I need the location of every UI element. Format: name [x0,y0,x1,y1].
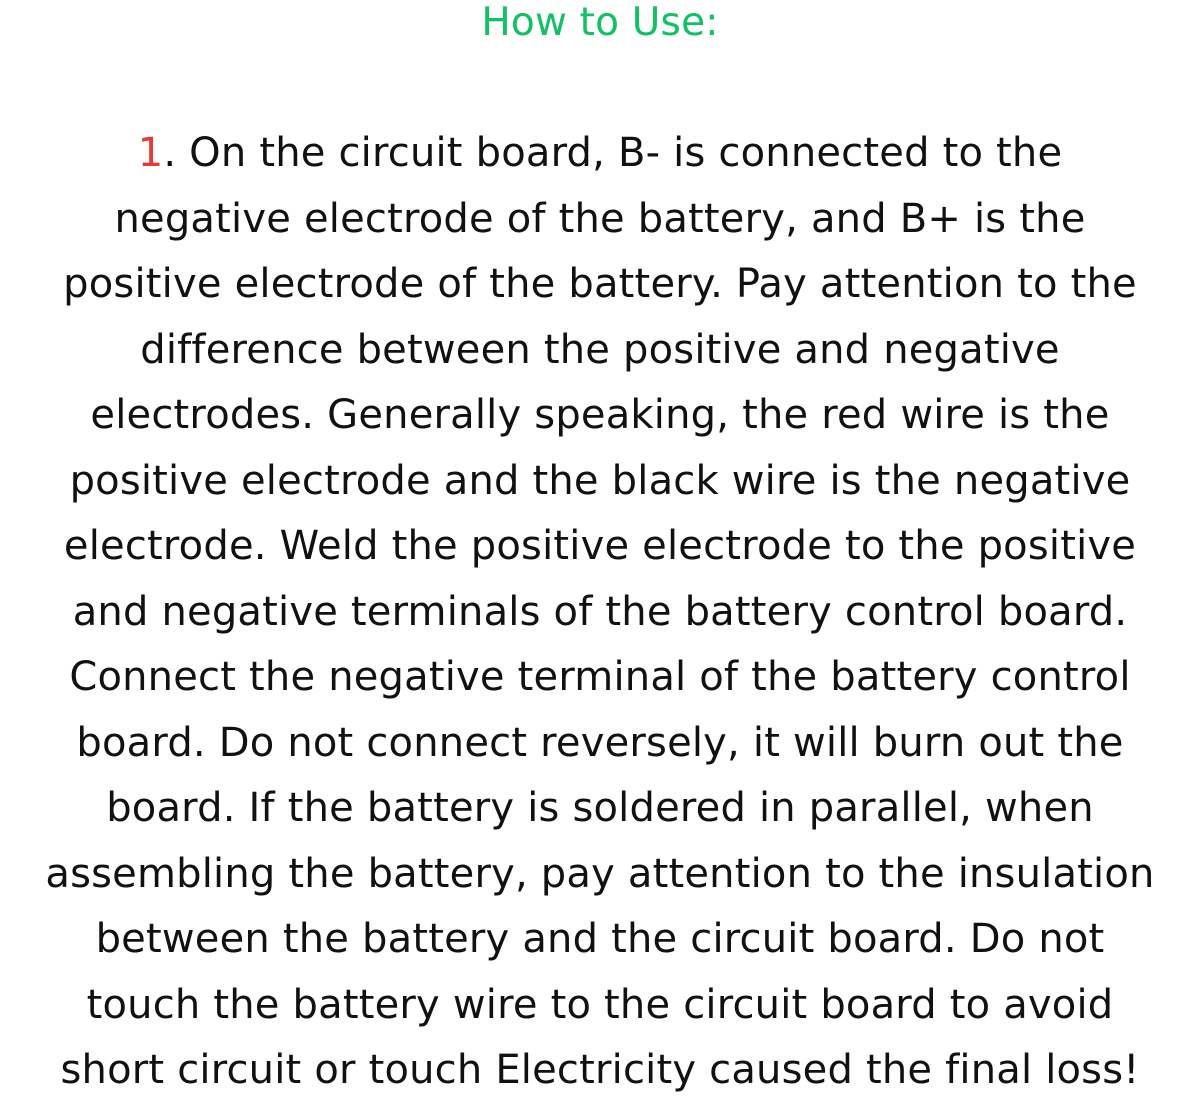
page-title: How to Use: [481,0,719,45]
instruction-line-10: board. Do not connect reversely, it will burn out the [76,719,1124,766]
instruction-step-1 [0,121,1200,1104]
instruction-line-12: assembling the battery, pay attention to the insulation [45,850,1155,897]
step-number: 1 [137,130,164,176]
instruction-line-7: electrode. Weld the positive electrode to the positive [63,523,1137,569]
instruction-line-5: electrodes. Generally speaking, the red wire is the [90,392,1110,438]
instruction-line-9: Connect the negative terminal of the battery control [69,654,1131,700]
instruction-line-1 [4,121,1196,187]
title-spacer [0,46,1200,121]
instruction-line-4: difference between the positive and negative [140,326,1060,373]
instruction-line-3: positive electrode of the battery. Pay attention to the [63,261,1137,307]
instruction-line-8: and negative terminals of the battery control board. [72,588,1128,635]
instruction-line-14: touch the battery wire to the circuit board to avoid [86,981,1114,1028]
instruction-line-6: positive electrode and the black wire is the negative [69,457,1131,504]
instruction-line-text: . On the circuit board, B- is connected to the [163,130,1063,176]
instruction-line-2: negative electrode of the battery, and B+ is the [114,195,1086,242]
instruction-line-15: short circuit or touch Electricity caused the final loss! [60,1047,1140,1093]
instruction-line-11: board. If the battery is soldered in parallel, when [106,785,1094,831]
instruction-line-13: between the battery and the circuit board. Do not [95,916,1105,962]
